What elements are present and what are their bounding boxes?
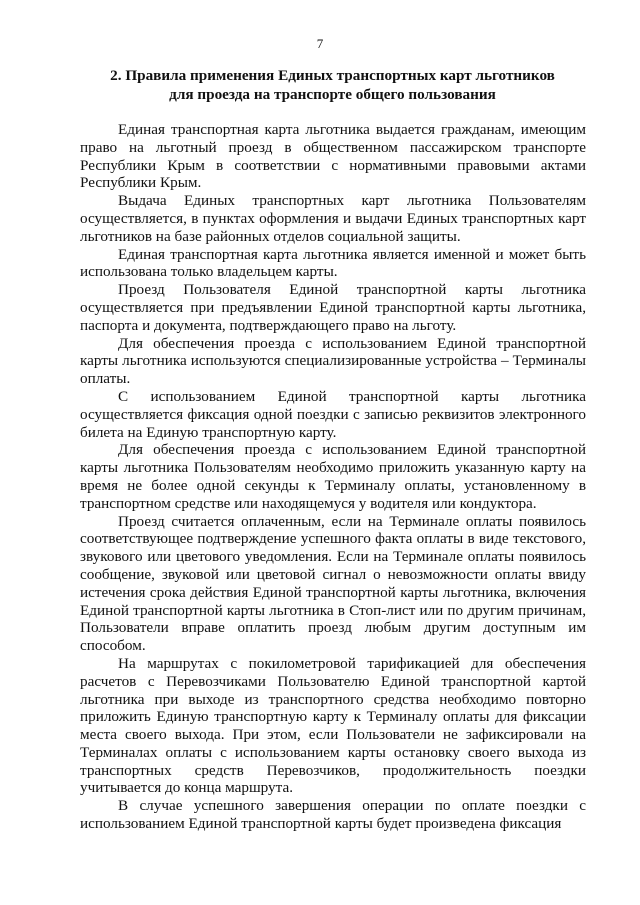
paragraph-travel-documents: Проезд Пользователя Единой транспортной карты льготника осуществляется при предъявлении Единой транспортной карты льготника, паспорта и документа, подтверждающего право на льготу. bbox=[80, 281, 586, 334]
paragraph-payment-terminals: Для обеспечения проезда с использованием Единой транспортной карты льготника используются специализированные устройства – Терминалы оплаты. bbox=[80, 334, 586, 388]
paragraph-trip-recording: С использованием Единой транспортной карты льготника осуществляется фиксация одной поездки с записью реквизитов электронного билета на Единую транспортную карту. bbox=[80, 387, 586, 441]
paragraph-successful-payment: В случае успешного завершения операции по оплате поездки с использованием Единой транспортной карты будет произведена фиксация bbox=[80, 797, 586, 833]
paragraph-payment-confirmation: Проезд считается оплаченным, если на Терминале оплаты появилось соответствующее подтверждение успешного факта оплаты в виде текстового, звукового или цветового уведомления. Если на Терминале оплаты появилось сообщение, звуковой или цветовой сигнал о невозможности оплаты ввиду истечения срока действия Единой транспортной карты льготника, включения Единой транспортной карты льготника в Стоп-лист или по другим причинам, Пользователи вправе оплатить проезд любым другим доступным им способом. bbox=[80, 512, 586, 655]
paragraph-card-issuance: Единая транспортная карта льготника выдается гражданам, имеющим право на льготный проезд в общественном пассажирском транспорте Республики Крым в соответствии с нормативными правовыми актами Республики Крым. bbox=[80, 121, 586, 192]
section-heading-line-1: 2. Правила применения Единых транспортных карт льготников bbox=[110, 67, 555, 84]
section-heading bbox=[80, 66, 585, 104]
section-heading-line-2: для проезда на транспорте общего пользования bbox=[169, 86, 496, 103]
paragraph-card-tap: Для обеспечения проезда с использованием Единой транспортной карты льготника Пользователям необходимо приложить указанную карту на время не более одной секунды к Терминалу оплаты, установленному в транспортном средстве или находящемуся у водителя или кондуктора. bbox=[80, 441, 586, 512]
paragraph-card-distribution: Выдача Единых транспортных карт льготника Пользователям осуществляется, в пунктах оформления и выдачи Единых транспортных карт льготников на базе районных отделов социальной защиты. bbox=[80, 192, 586, 245]
body-text bbox=[80, 121, 586, 833]
paragraph-card-personal: Единая транспортная карта льготника является именной и может быть использована только владельцем карты. bbox=[80, 245, 586, 281]
paragraph-distance-tariff: На маршрутах с покилометровой тарификацией для обеспечения расчетов с Перевозчиками Пользователю Единой транспортной картой льготника при выходе из транспортного средства необходимо повторно приложить Единую транспортную карту к Терминалу оплаты для фиксации места своего выхода. При этом, если Пользователи не зафиксировали на Терминалах оплаты с использованием карты остановку своего выхода из транспортных средств Перевозчиков, продолжительность поездки учитывается до конца маршрута. bbox=[80, 654, 586, 797]
page-number: 7 bbox=[316, 36, 324, 51]
